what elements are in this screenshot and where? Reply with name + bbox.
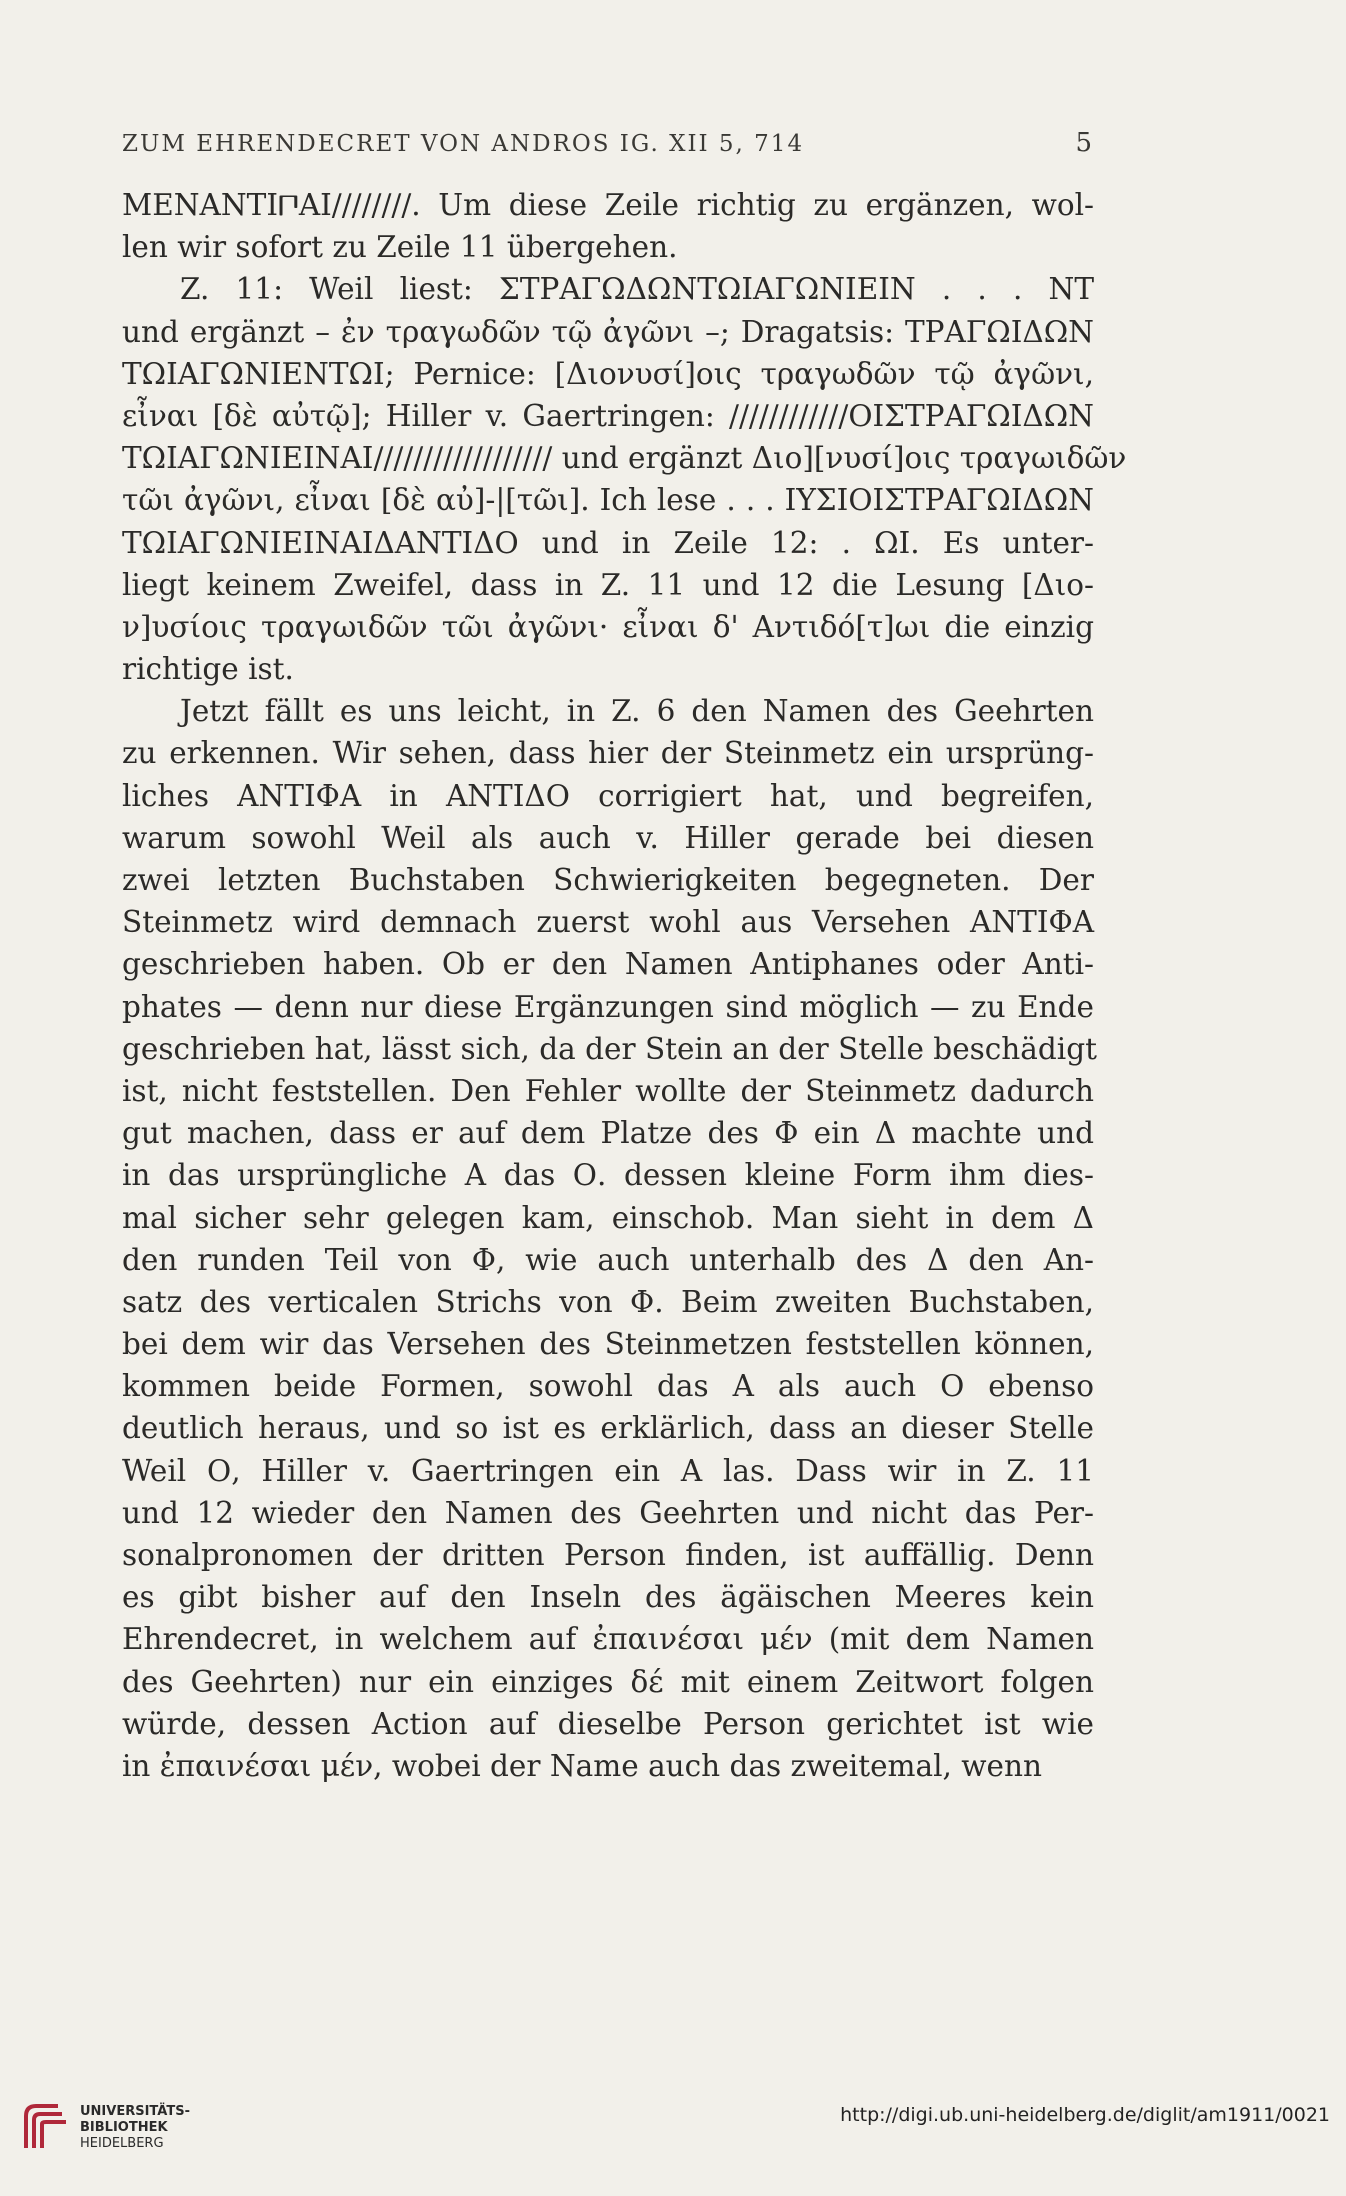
text-line: den runden Teil von Φ, wie auch unterhalb des Δ den An- xyxy=(122,1242,1094,1277)
text-line: ν]υσίοις τραγωιδῶν τῶι ἀγῶνι· εἶναι δ' Αντιδό[τ]ωι die einzig xyxy=(122,609,1094,644)
text-line: τῶι ἀγῶνι, εἶναι [δὲ αὐ]-|[τῶι]. Ich lese . . . ΙΥΣΙΟΙΣΤΡΑΓΩΙΔΩΝ xyxy=(122,483,1094,518)
text-line: liches ΑΝΤΙΦΑ in ΑΝΤΙΔΟ corrigiert hat, und begreifen, xyxy=(122,778,1094,813)
text-line: warum sowohl Weil als auch v. Hiller gerade bei diesen xyxy=(122,820,1094,855)
text-line: satz des verticalen Strichs von Φ. Beim zweiten Buchstaben, xyxy=(122,1284,1094,1319)
text-line: deutlich heraus, und so ist es erklärlich, dass an dieser Stelle xyxy=(122,1411,1094,1446)
library-name xyxy=(80,2104,190,2152)
text-line: zwei letzten Buchstaben Schwierigkeiten begegneten. Der xyxy=(122,863,1094,897)
text-line: ΤΩΙΑΓΩΝΙΕΙΝΑΙΔΑΝΤΙΔΟ und in Zeile 12: . ΩΙ. Es unter- xyxy=(122,525,1094,560)
text-line: Jetzt fällt es uns leicht, in Z. 6 den Namen des Geehrten xyxy=(180,694,1094,729)
body-text xyxy=(122,184,1127,1787)
text-line: phates — denn nur diese Ergänzungen sind möglich — zu Ende xyxy=(122,989,1094,1024)
text-line: sonalpronomen der dritten Person finden, ist auffällig. Denn xyxy=(122,1538,1094,1572)
library-logo-icon xyxy=(18,2098,74,2154)
text-line: geschrieben hat, lässt sich, da der Stein an der Stelle beschädigt xyxy=(122,1031,1097,1066)
text-line: gut machen, dass er auf dem Platze des Φ ein Δ machte und xyxy=(122,1116,1094,1151)
text-line: in das ursprüngliche Α das Ο. dessen kleine Form ihm dies- xyxy=(122,1158,1094,1193)
text-line: richtige ist. xyxy=(122,652,294,687)
text-line: MENANTI𐅃ΑΙ////////. Um diese Zeile richtig zu ergänzen, wol- xyxy=(122,188,1094,222)
text-line: Steinmetz wird demnach zuerst wohl aus Versehen ΑΝΤΙΦΑ xyxy=(122,905,1094,940)
text-line: len wir sofort zu Zeile 11 übergehen. xyxy=(122,230,678,265)
text-line: ist, nicht feststellen. Den Fehler wollte der Steinmetz dadurch xyxy=(122,1073,1094,1108)
source-url[interactable]: http://digi.ub.uni-heidelberg.de/diglit/am1911/0021 xyxy=(840,2104,1330,2126)
library-line-2: BIBLIOTHEK xyxy=(80,2120,168,2135)
text-line: würde, dessen Action auf dieselbe Person gerichtet ist wie xyxy=(122,1706,1094,1741)
text-line: ΤΩΙΑΓΩΝΙΕΙΝΑΙ////////////////// und ergänzt Διο][νυσί]οις τραγωιδῶν xyxy=(122,441,1127,476)
text-line: und 12 wieder den Namen des Geehrten und nicht das Per- xyxy=(122,1495,1094,1530)
text-line: liegt keinem Zweifel, dass in Z. 11 und 12 die Lesung [Διο- xyxy=(122,567,1094,602)
page-number: 5 xyxy=(1075,128,1092,158)
text-line: des Geehrten) nur ein einziges δέ mit einem Zeitwort folgen xyxy=(122,1664,1094,1699)
text-line: zu erkennen. Wir sehen, dass hier der Steinmetz ein ursprüng- xyxy=(122,736,1094,771)
text-line: bei dem wir das Versehen des Steinmetzen feststellen können, xyxy=(122,1327,1094,1362)
text-line: Z. 11: Weil liest: ΣΤΡΑΓΩΔΩΝΤΩΙΑΓΩΝΙΕΙΝ . . . ΝΤ xyxy=(180,272,1094,307)
text-line: ΤΩΙΑΓΩΝΙΕΝΤΩΙ; Pernice: [Διονυσί]οις τραγωδῶν τῷ ἀγῶνι, xyxy=(122,356,1094,391)
running-title: ZUM EHRENDECRET VON ANDROS IG. XII 5, 714 xyxy=(122,131,805,157)
text-line: in ἐπαινέσαι μέν, wobei der Name auch das zweitemal, wenn xyxy=(122,1748,1043,1783)
running-header xyxy=(122,128,1092,158)
text-line: es gibt bisher auf den Inseln des ägäischen Meeres kein xyxy=(122,1580,1094,1615)
text-line: εἶναι [δὲ αὐτῷ]; Hiller v. Gaertringen: ////////////ΟΙΣΤΡΑΓΩΙΔΩΝ xyxy=(122,398,1094,433)
library-line-1: UNIVERSITÄTS- xyxy=(80,2104,190,2119)
text-line: und ergänzt – ἐν τραγωδῶν τῷ ἀγῶνι –; Dragatsis: ΤΡΑΓΩΙΔΩΝ xyxy=(122,314,1094,349)
text-line: geschrieben haben. Ob er den Namen Antiphanes oder Anti- xyxy=(122,947,1094,982)
text-line: mal sicher sehr gelegen kam, einschob. Man sieht in dem Δ xyxy=(122,1200,1094,1235)
library-line-3: HEIDELBERG xyxy=(80,2136,164,2151)
text-line: Weil Ο, Hiller v. Gaertringen ein Α las. Dass wir in Z. 11 xyxy=(122,1453,1094,1488)
text-line: Ehrendecret, in welchem auf ἐπαινέσαι μέν (mit dem Namen xyxy=(122,1622,1094,1657)
page-footer xyxy=(0,2084,1346,2196)
text-line: kommen beide Formen, sowohl das Α als auch Ο ebenso xyxy=(122,1369,1094,1404)
